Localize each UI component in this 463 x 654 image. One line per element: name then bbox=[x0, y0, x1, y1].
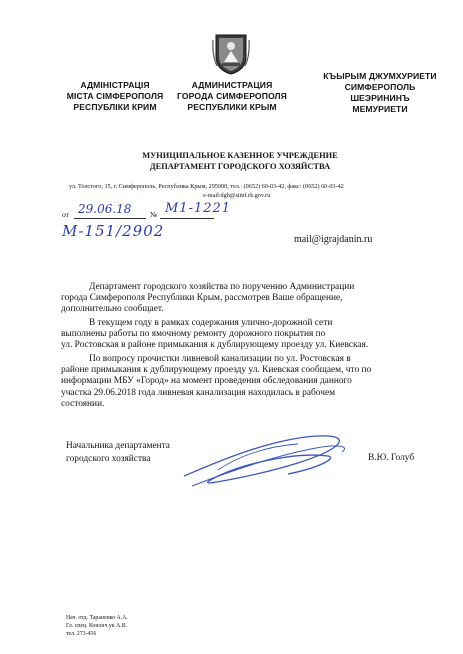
executor-line: Нач. отд. Тараненко А.А. bbox=[66, 615, 128, 621]
header-crimean-tatar bbox=[315, 71, 445, 115]
header-left-line: РЕСПУБЛІКИ КРИМ bbox=[73, 102, 157, 112]
header-left-line: МІСТА СІМФЕРОПОЛЯ bbox=[66, 91, 164, 101]
header-center-line: АДМИНИСТРАЦИЯ bbox=[191, 80, 273, 90]
paragraph-line: информации МБУ «Город» на момент проведения обследования данного bbox=[61, 376, 352, 387]
paragraph-line: районе примыкания к дублирующему проезду ул. Киевская сообщаем, что по bbox=[61, 365, 372, 376]
signatory-title bbox=[66, 440, 170, 466]
date-label: от bbox=[62, 210, 69, 219]
email-line: e-mail:dgh@simf.rk.gov.ru bbox=[203, 192, 271, 199]
paragraph-line: По вопросу прочистки ливневой канализации по ул. Ростовская в bbox=[89, 354, 351, 364]
organization-name bbox=[60, 150, 420, 172]
paragraph-1 bbox=[61, 282, 433, 316]
date-underline bbox=[74, 218, 146, 219]
address-line: ул. Толстого, 15, г. Симферополь, Республика Крым, 295000, тел.: (0652) 60-03-42, факс: (0652) 60-03-42 bbox=[69, 183, 344, 190]
coat-of-arms-of-simferopol-icon bbox=[212, 32, 250, 76]
header-right-line: ШЕЭРИНИНЪ bbox=[350, 93, 410, 103]
paragraph-line: В текущем году в рамках содержания улично-дорожной сети bbox=[89, 318, 333, 328]
header-right-line: МЕМУРИЕТИ bbox=[352, 104, 408, 114]
paragraph-line: выполнены работы по ямочному ремонту дорожного покрытия по bbox=[61, 329, 326, 340]
header-center-line: ГОРОДА СИМФЕРОПОЛЯ bbox=[177, 91, 287, 101]
paragraph-line: ул. Ростовская в районе примыкания к дублирующему проезду ул. Киевская. bbox=[61, 340, 369, 351]
header-right-line: КЪЫРЫМ ДЖУМХУРИЕТИ bbox=[323, 71, 437, 81]
paragraph-line: состоянии. bbox=[61, 398, 105, 409]
paragraph-line: участка 29.06.2018 года ливневая канализация находилась в рабочем bbox=[61, 387, 336, 398]
paragraph-line: дополнительно сообщает. bbox=[61, 304, 164, 315]
signatory-title-line: Начальника департамента bbox=[66, 441, 170, 451]
handwritten-number: М1-1221 bbox=[165, 201, 232, 216]
paragraph-3 bbox=[61, 354, 433, 410]
number-label: № bbox=[150, 210, 158, 219]
paragraph-line: Департамент городского хозяйства по поручению Администрации bbox=[89, 282, 355, 292]
header-center-line: РЕСПУБЛИКИ КРЫМ bbox=[187, 102, 277, 112]
handwritten-date: 29.06.18 bbox=[78, 202, 132, 216]
paragraph-line: города Симферополя Республики Крым, рассмотрев Ваше обращение, bbox=[61, 293, 343, 304]
header-russian bbox=[172, 80, 292, 113]
header-right-line: СИМФЕРОПОЛЬ bbox=[344, 82, 416, 92]
header-left-line: АДМІНІСТРАЦІЯ bbox=[80, 80, 150, 90]
number-underline bbox=[160, 218, 214, 219]
executor-line: Гл. спец. Кононч.ук А.В. bbox=[66, 623, 128, 630]
signatory-title-line: городского хозяйства bbox=[66, 454, 151, 464]
paragraph-2 bbox=[61, 318, 433, 352]
executor-line: тел. 273-456 bbox=[66, 631, 97, 638]
organization-line: ДЕПАРТАМЕНТ ГОРОДСКОГО ХОЗЯЙСТВА bbox=[149, 162, 331, 171]
organization-line: МУНИЦИПАЛЬНОЕ КАЗЕННОЕ УЧРЕЖДЕНИЕ bbox=[142, 151, 338, 160]
handwritten-signature bbox=[178, 426, 356, 494]
signatory-name: В.Ю. Голуб bbox=[368, 453, 415, 463]
handwritten-incoming-number: М-151/2902 bbox=[62, 222, 165, 240]
header-ukrainian bbox=[50, 80, 180, 113]
recipient-email: mail@igrajdanin.ru bbox=[294, 234, 373, 245]
executor-info bbox=[66, 614, 128, 639]
